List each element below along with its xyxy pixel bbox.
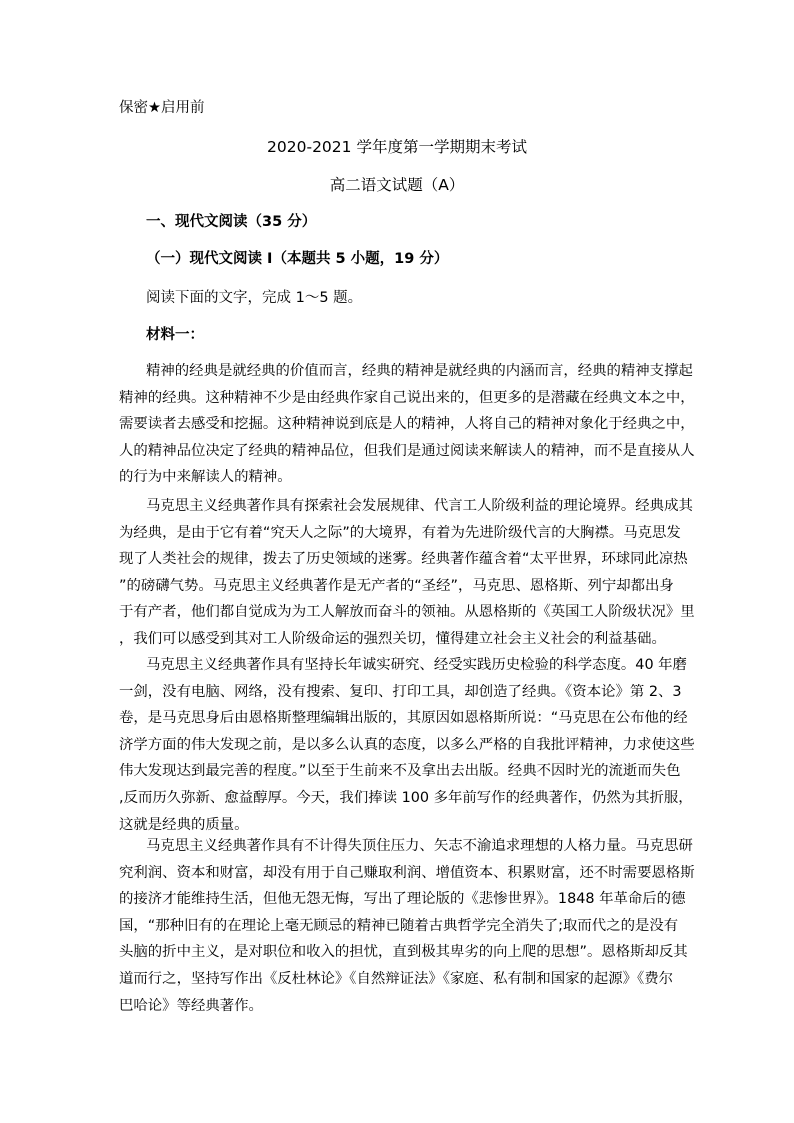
paragraph-line: 卷，是马克思身后由恩格斯整理编辑出版的，其原因如恩格斯所说：“马克思在公布他的经 bbox=[119, 710, 688, 727]
paragraph-line: 人的精神品位决定了经典的精神品位，但我们是通过阅读来解读人的精神，而不是直接从人 bbox=[119, 442, 695, 459]
paragraph-line: 究利润、资本和财富，却没有用于自己赚取利润、增值资本、积累财富，还不时需要恩格斯 bbox=[119, 864, 695, 881]
subsection-heading: （一）现代文阅读 I（本题共 5 小题，19 分） bbox=[146, 251, 449, 267]
exam-subtitle: 高二语文试题（A） bbox=[329, 176, 465, 194]
paragraph-line: 巴哈论》等经典著作。 bbox=[119, 997, 263, 1014]
paragraph-line: ,反而历久弥新、愈益醇厚。今天，我们捧读 100 多年前写作的经典著作，仍然为其折服， bbox=[119, 789, 693, 806]
confidentiality-mark: 保密★启用前 bbox=[119, 100, 205, 116]
paragraph-line: 于有产者，他们都自觉成为为工人解放而奋斗的领袖。从恩格斯的《英国工人阶级状况》里 bbox=[119, 604, 695, 621]
material-label: 材料一： bbox=[146, 327, 204, 343]
paragraph-line: 伟大发现达到最完善的程度。”以至于生前来不及拿出去出版。经典不因时光的流逝而失色 bbox=[119, 763, 681, 780]
paragraph-3 bbox=[119, 652, 695, 838]
section-heading: 一、现代文阅读（35 分） bbox=[146, 214, 317, 230]
paragraph-line: 精神的经典。这种精神不少是由经典作家自己说出来的，但更多的是潜藏在经典文本之中， bbox=[119, 389, 695, 406]
paragraph-line: ，我们可以感受到其对工人阶级命运的强烈关切，懂得建立社会主义社会的利益基础。 bbox=[119, 630, 666, 647]
paragraph-line: 现了人类社会的规律，拨去了历史领域的迷雾。经典著作蕴含着“太平世界，环球同此凉热 bbox=[119, 551, 688, 568]
paragraph-line: 为经典，是由于它有着“究天人之际”的大境界，有着为先进阶级代言的大胸襟。马克思发 bbox=[119, 524, 681, 541]
paragraph-line: 马克思主义经典著作具有探索社会发展规律、代言工人阶级利益的理论境界。经典成其 bbox=[146, 498, 693, 514]
paragraph-line: 一剑，没有电脑、网络，没有搜索、复印、打印工具，却创造了经典。《资本论》第 2、3 bbox=[119, 683, 682, 700]
paragraph-line: 济学方面的伟大发现之前，是以多么认真的态度，以多么严格的自我批评精神，力求使这些 bbox=[119, 736, 695, 753]
paragraph-line: 马克思主义经典著作具有不计得失顶住压力、矢志不渝追求理想的人格力量。马克思研 bbox=[146, 838, 693, 854]
paragraph-line: ”的磅礴气势。马克思主义经典著作是无产者的“圣经”，马克思、恩格斯、列宁却都出身 bbox=[119, 577, 674, 594]
paragraph-line: 需要读者去感受和挖掘。这种精神说到底是人的精神，人将自己的精神对象化于经典之中， bbox=[119, 416, 695, 433]
paragraph-line: 道而行之，坚持写作出《反杜林论》《自然辩证法》《家庭、私有制和国家的起源》《费尔 bbox=[119, 970, 674, 987]
paragraph-line: 马克思主义经典著作具有坚持长年诚实研究、经受实践历史检验的科学态度。40 年磨 bbox=[146, 657, 687, 673]
reading-instruction: 阅读下面的文字，完成 1～5 题。 bbox=[146, 290, 363, 306]
exam-title: 2020-2021 学年度第一学期期末考试 bbox=[267, 138, 527, 156]
paragraph-1 bbox=[119, 358, 695, 491]
paragraph-line: 精神的经典是就经典的价值而言，经典的精神是就经典的内涵而言，经典的精神支撑起 bbox=[146, 363, 693, 379]
paragraph-4 bbox=[119, 833, 695, 1019]
paragraph-line: 的行为中来解读人的精神。 bbox=[119, 469, 292, 486]
paragraph-line: 这就是经典的质量。 bbox=[119, 816, 249, 833]
paragraph-line: 的接济才能维持生活，但他无怨无悔，写出了理论版的《悲惨世界》。1848 年革命后的德 bbox=[119, 891, 686, 908]
paragraph-2 bbox=[119, 493, 695, 653]
paragraph-line: 头脑的折中主义，是对职位和收入的担忧，直到极其卑劣的向上爬的思想”。恩格斯却反其 bbox=[119, 944, 688, 961]
paragraph-line: 国，“那种旧有的在理论上毫无顾忌的精神已随着古典哲学完全消失了;取而代之的是没有 bbox=[119, 917, 679, 934]
